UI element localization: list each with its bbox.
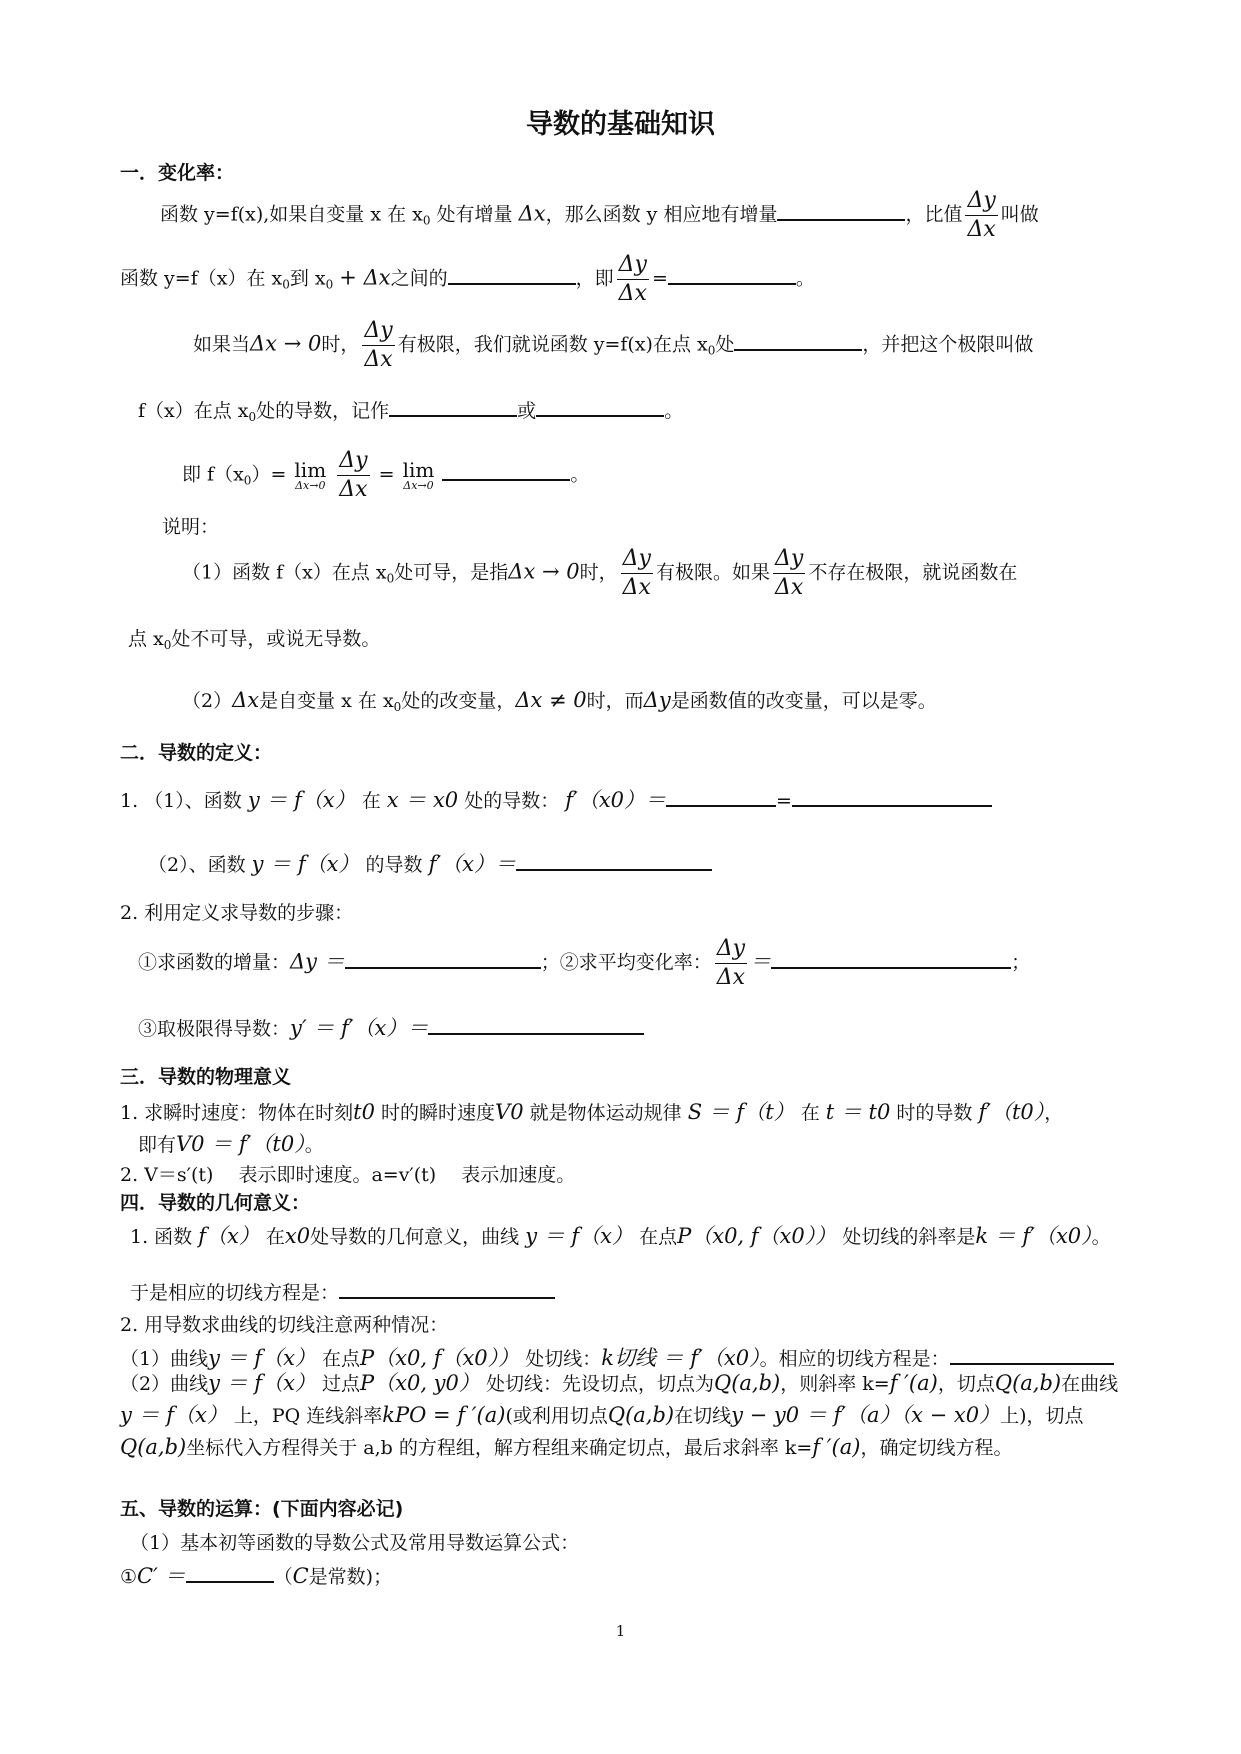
s1-line-2: 函数 y=f（x）在 $x_0$到 $x_0 + \Delta x$之间的 ，即 $\frac{\Delta y}{\Delta x}$ = 。: [120, 252, 815, 306]
s3-line-3: 2. V＝s′(t) 表示即时速度。a=v′(t) 表示加速度。: [120, 1164, 576, 1186]
s5-line-1: （1）基本初等函数的导数公式及常用导数运算公式：: [130, 1532, 580, 1554]
s1-line-1: 函数 y=f(x),如果自变量 x 在 $x_0$ 处有增量 Δx，那么函数 y 相应地有增量 ，比值 $\frac{\Delta y}{\Delta x}$ 叫做: [160, 188, 1039, 242]
s4-line-1: 1. 函数 f（x） 在x0处导数的几何意义，曲线 y ＝ f（x） 在点P（x0, f（x0）） 处切线的斜率是k ＝ f′（x0）。: [130, 1224, 1111, 1248]
section-heading-1: 一．变化率：: [120, 162, 235, 184]
s2-line-5: ③取极限得导数：y′ ＝ f′（x）＝: [138, 1012, 644, 1042]
s1-line-5: 即 $f(x_0)=$ lim Δx→0 $\frac{\Delta y}{\Delta x}$ = lim Δx→0 。: [182, 448, 590, 502]
blank: [771, 949, 1011, 969]
s3-line-2: 即有V0 ＝ f′（t0）。: [138, 1132, 324, 1156]
s1-line-4: f（x）在点 $x_0$处的导数，记作 或 。: [138, 396, 683, 424]
blank: [950, 1345, 1114, 1365]
section-heading-3: 三．导数的物理意义: [120, 1066, 292, 1088]
s4-para-5: （2）曲线y ＝ f（x） 过点P（x0, y0） 处切线：先设切点，切点为Q(a,b)，则斜率 k=f ′(a)，切点Q(a,b)在曲线y ＝ f（x） 上，PQ 连线斜率kPO = f ′(a)(或利用切点Q(a,b)在切线y − y0 ＝ f′（a）（x − x0）上)，切点Q(a,b)坐标代入方程得关于 a,b 的方程组，解方程组来确定切点，最后求斜率 k=f ′(a)，确定切线方程。: [120, 1371, 1119, 1459]
blank: [389, 397, 517, 417]
s2-line-1: 1. （1）、函数 y ＝ f（x） 在 x ＝ x0 处的导数： f′（x0）＝ =: [120, 784, 992, 814]
s1-note-1b: 点 $x_0$处不可导，或说无导数。: [128, 628, 381, 652]
s1-line-3: 如果当Δx → 0时， $\frac{\Delta y}{\Delta x}$ 有极限，我们就说函数 y=f(x)在点 $x_0$处 ，并把这个极限叫做: [193, 318, 1034, 372]
blank: [428, 1015, 644, 1035]
s4-line-2: 于是相应的切线方程是：: [130, 1278, 555, 1305]
section-heading-2: 二．导数的定义：: [120, 742, 273, 764]
blank: [516, 851, 712, 871]
blank: [442, 461, 570, 481]
blank: [448, 265, 576, 285]
blank: [666, 787, 776, 807]
s2-line-4: ①求函数的增量：Δy ＝ ；②求平均变化率： $\frac{\Delta y}{\Delta x}$ ＝ ；: [138, 936, 1031, 990]
blank: [339, 1279, 555, 1299]
blank: [792, 787, 992, 807]
s4-line-4: （1）曲线y ＝ f（x） 在点P（x0, f（x0）） 处切线：k切线 ＝ f′（x0）。相应的切线方程是：: [120, 1342, 1114, 1372]
s1-note: 说明：: [162, 516, 220, 538]
blank: [536, 397, 664, 417]
blank: [345, 949, 541, 969]
section-heading-4: 四．导数的几何意义：: [120, 1192, 311, 1214]
blank: [777, 201, 905, 221]
s2-line-2: （2）、函数 y ＝ f（x） 的导数 f′（x）＝: [148, 848, 712, 878]
s1-note-2: （2）Δx是自变量 x 在 $x_0$处的改变量，Δx ≠ 0时，而Δy是函数值的改变量，可以是零。: [182, 688, 937, 714]
blank: [734, 331, 862, 351]
page-number: 1: [615, 1622, 626, 1640]
s5-line-2: ①C′ ＝ （C是常数)；: [120, 1564, 393, 1588]
s4-line-3: 2. 用导数求曲线的切线注意两种情况：: [120, 1314, 449, 1336]
page-title: 导数的基础知识: [526, 109, 715, 140]
blank: [668, 265, 796, 285]
s3-line-1: 1. 求瞬时速度：物体在时刻t0 时的瞬时速度V0 就是物体运动规律 S ＝ f（t） 在 t ＝ t0 时的导数 f′（t0），: [120, 1100, 1064, 1124]
section-heading-5: 五、导数的运算：(下面内容必记): [120, 1498, 404, 1520]
s1-note-1: （1）函数 f（x）在点 $x_0$处可导，是指Δx → 0时， $\frac{\Delta y}{\Delta x}$ 有极限。如果 $\frac{\Delta y}{\Delta x}$ 不存在极限，就说函数在: [182, 546, 1018, 600]
s2-line-3: 2. 利用定义求导数的步骤：: [120, 902, 354, 924]
blank: [186, 1563, 274, 1583]
